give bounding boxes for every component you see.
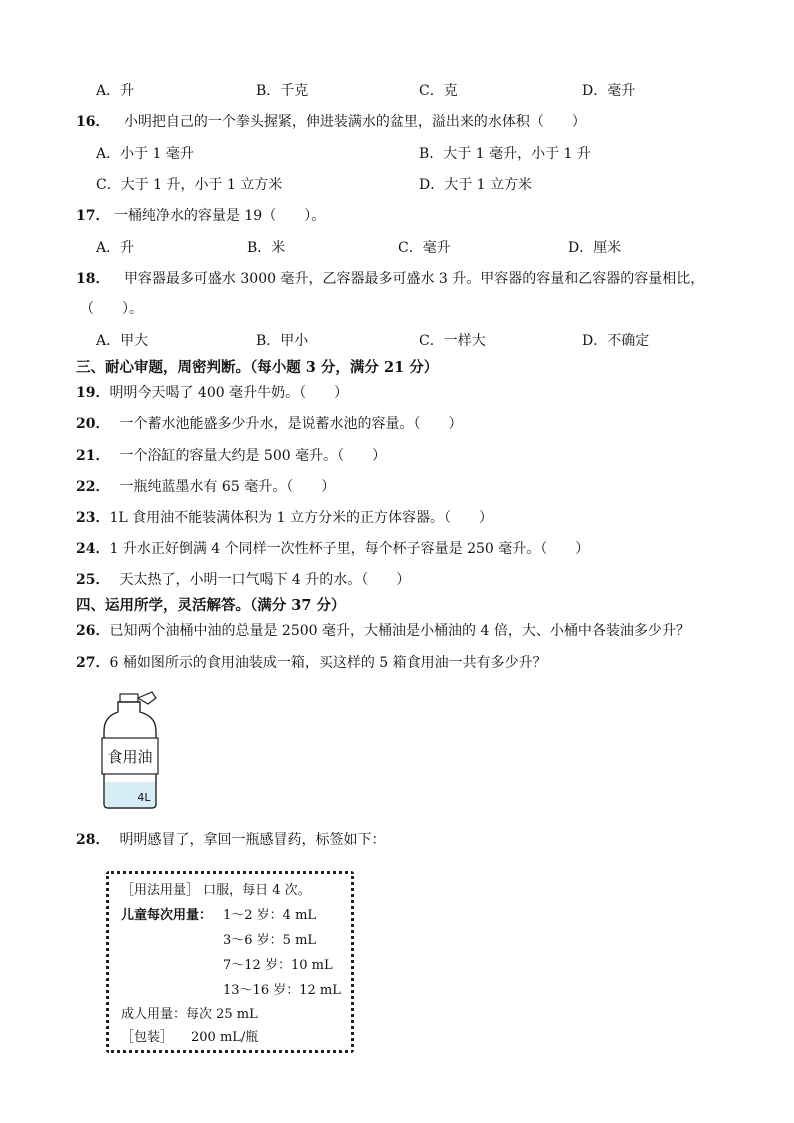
- q17-option-d: D．厘米: [568, 240, 622, 256]
- question-text: 明明今天喝了 400 毫升牛奶。（ ）: [109, 385, 349, 401]
- question-text: 已知两个油桶中油的总量是 2500 毫升，大桶油是小桶油的 4 倍，大、小桶中各装油多少升？: [109, 623, 690, 639]
- question-23: [76, 509, 493, 527]
- question-number: 24．: [76, 541, 110, 557]
- question-27: [76, 654, 547, 672]
- q16-option-c: C．大于 1 升，小于 1 立方米: [96, 177, 283, 193]
- question-text: 小明把自己的一个拳头握紧，伸进装满水的盆里，溢出来的水体积（ ）: [123, 114, 586, 130]
- section-4-heading: 四、运用所学，灵活解答。（满分 37 分）: [76, 597, 346, 614]
- q15-option-b: B．千克: [256, 83, 309, 99]
- q15-option-c: C．克: [419, 83, 458, 99]
- child-dosage-row: 7～12 岁：10 mL: [223, 958, 333, 973]
- question-25: [76, 571, 410, 589]
- section-3-heading: 三、耐心审题，周密判断。（每小题 3 分，满分 21 分）: [76, 359, 439, 376]
- question-number: 18．: [76, 271, 110, 287]
- q17-option-a: A．升: [96, 240, 135, 256]
- question-number: 28．: [76, 832, 110, 848]
- question-18: [76, 270, 704, 288]
- bottle-label: 食用油: [107, 748, 153, 766]
- child-dosage-row: 3～6 岁：5 mL: [223, 933, 317, 948]
- bottle-volume: 4L: [137, 791, 151, 804]
- question-text: 1L 食用油不能装满体积为 1 立方分米的正方体容器。（ ）: [109, 510, 493, 526]
- q15-option-a: A．升: [96, 83, 135, 99]
- question-16: [76, 113, 586, 131]
- question-number: 16．: [76, 114, 110, 130]
- question-number: 27．: [76, 655, 110, 671]
- question-text: 天太热了，小明一口气喝下 4 升的水。（ ）: [119, 572, 411, 588]
- question-26: [76, 622, 690, 640]
- q16-option-d: D．大于 1 立方米: [419, 177, 533, 193]
- q17-option-b: B．米: [247, 240, 286, 256]
- oil-bottle-illustration: [96, 688, 166, 812]
- child-dosage-row: 1～2 岁：4 mL: [223, 908, 317, 923]
- question-text: 甲容器最多可盛水 3000 毫升，乙容器最多可盛水 3 升。甲容器的容量和乙容器的容量相比，: [123, 271, 705, 287]
- question-text: 一个蓄水池能盛多少升水，是说蓄水池的容量。（ ）: [119, 416, 463, 432]
- q18-option-d: D．不确定: [582, 333, 650, 349]
- question-text: 1 升水正好倒满 4 个同样一次性杯子里，每个杯子容量是 250 毫升。（ ）: [109, 541, 590, 557]
- package-key: ［包装］: [121, 1030, 174, 1045]
- q16-option-a: A．小于 1 毫升: [96, 146, 194, 162]
- child-dosage-row: 13～16 岁：12 mL: [223, 983, 341, 998]
- question-21: [76, 447, 386, 465]
- question-20: [76, 415, 462, 433]
- question-text: 一瓶纯蓝墨水有 65 毫升。（ ）: [119, 479, 336, 495]
- q18-option-b: B．甲小: [256, 333, 309, 349]
- question-22: [76, 478, 335, 496]
- adult-dosage: 成人用量：每次 25 mL: [121, 1007, 258, 1022]
- question-19: [76, 384, 348, 402]
- package-value: 200 mL/瓶: [191, 1030, 259, 1045]
- question-number: 23．: [76, 510, 110, 526]
- medicine-label-box: [106, 871, 354, 1053]
- child-dosage-title: 儿童每次用量：: [121, 908, 213, 923]
- question-24: [76, 540, 589, 558]
- q16-option-b: B．大于 1 毫升，小于 1 升: [419, 146, 591, 162]
- question-text: 一个浴缸的容量大约是 500 毫升。（ ）: [119, 448, 387, 464]
- question-number: 17．: [76, 208, 110, 224]
- question-text: 6 桶如图所示的食用油装成一箱，买这样的 5 箱食用油一共有多少升？: [109, 655, 547, 671]
- q17-option-c: C．毫升: [398, 240, 451, 256]
- question-number: 26．: [76, 623, 110, 639]
- q18-option-a: A．甲大: [96, 333, 149, 349]
- q15-option-d: D．毫升: [582, 83, 636, 99]
- question-18-continued: （ ）。: [80, 301, 143, 317]
- q18-option-c: C．一样大: [419, 333, 486, 349]
- question-28: [76, 831, 385, 849]
- question-number: 19．: [76, 385, 110, 401]
- question-number: 25．: [76, 572, 110, 588]
- usage-line: ［用法用量］ 口服，每日 4 次。: [121, 883, 311, 898]
- question-text: 一桶纯净水的容量是 19（ ）。: [113, 208, 326, 224]
- question-number: 22．: [76, 479, 110, 495]
- question-number: 20．: [76, 416, 110, 432]
- question-text: 明明感冒了，拿回一瓶感冒药，标签如下：: [119, 832, 386, 848]
- question-17: [76, 207, 325, 225]
- question-number: 21．: [76, 448, 110, 464]
